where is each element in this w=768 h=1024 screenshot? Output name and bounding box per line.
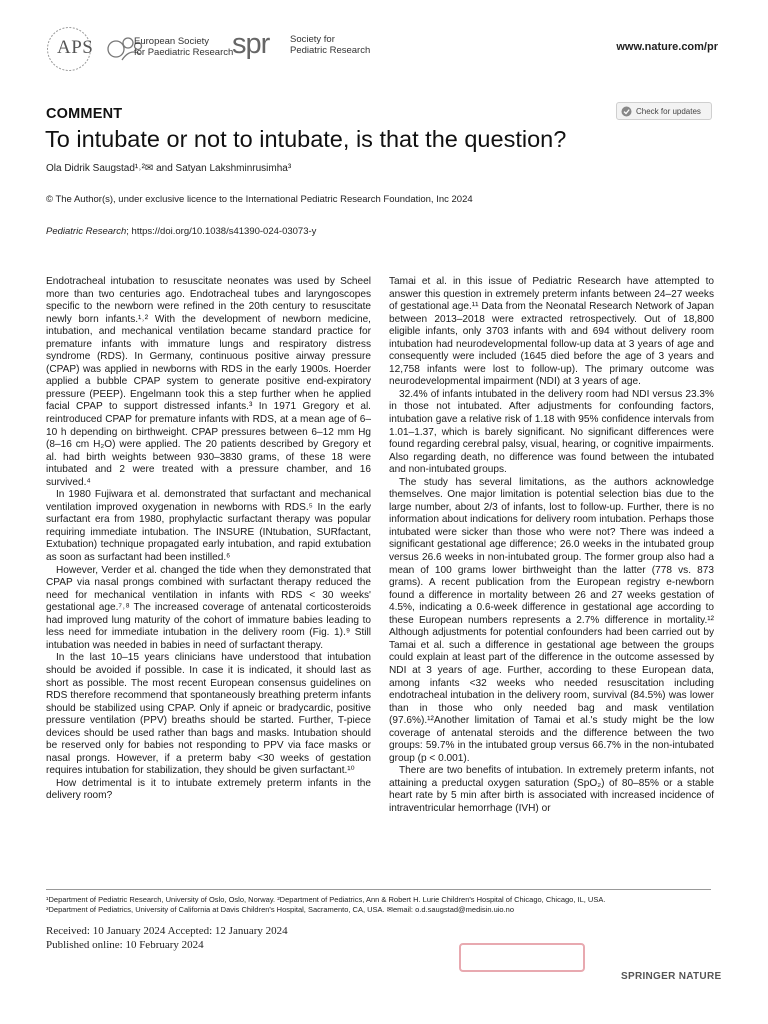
affiliation-line: ¹Department of Pediatric Research, University of Oslo, Oslo, Norway. ²Department of Pediatrics, Ann & Robert H. Lurie Children's Hospital of Chicago, Chicago, IL, USA.: [46, 895, 606, 904]
affiliations: [46, 895, 716, 915]
footer-divider: [46, 889, 711, 890]
body-paragraph: Tamai et al. in this issue of Pediatric Research have attempted to answer this question in extremely preterm infants between 24–27 weeks of gestational age.¹¹ Data from the Neonatal Research Network of Japan between 2013–2018 were extracted retrospectively. Out of 18,800 eligible infants, only 3703 infants with and 694 without delivery room intubation had neurodevelopmental follow-up data at 3 years of age and consequently were included (1645 died before the age of 3 years and 12,758 infants were lost to follow-up). The primary outcome was neurodevelopmental impairment (NDI) at 3 years of age.: [389, 276, 714, 388]
publisher-logo: SPRINGER NATURE: [621, 971, 722, 982]
article-title: To intubate or not to intubate, is that the question?: [45, 126, 567, 152]
body-paragraph: In 1980 Fujiwara et al. demonstrated that surfactant and mechanical ventilation improved oxygenation in newborns with RDS.⁵ In the early surfactant era from 1980, prophylactic surfactant therapy was popular requiring immediate intubation. The INSURE (INtubation, SURfactant, Extubation) technique propagated early intubation, and rapid extubation as soon as surfactant had been instilled.⁶: [46, 489, 371, 564]
espr-name: European Society for Paediatric Research: [134, 36, 234, 58]
body-paragraph: In the last 10–15 years clinicians have understood that intubation should be avoided if possible. In case it is indicated, it should last as short as possible. The most recent European consensus guidelines on RDS therefore recommend that spontaneously breathing preterm infants should be stabilized using CPAP. Only if apneic or bradycardic, positive pressure ventilation (PPV) breaths should be started. Further, T-piece devices should be used rather than bags and masks. Intubation should be reserved only for babies not responding to PPV via face masks or nasal prongs. However, if a preterm baby <30 weeks of gestation requires intubation for stabilization, they should be given surfactant.¹⁰: [46, 652, 371, 777]
outlined-box: [459, 943, 585, 972]
aps-logo: APS: [57, 37, 94, 58]
spr-logo: spr: [232, 28, 270, 60]
body-paragraph: How detrimental is it to intubate extremely preterm infants in the delivery room?: [46, 777, 371, 802]
spr-name: Society for Pediatric Research: [290, 34, 371, 56]
society-logos: [46, 26, 446, 72]
journal-url-link[interactable]: www.nature.com/pr: [616, 41, 718, 53]
body-paragraph: However, Verder et al. changed the tide when they demonstrated that CPAP via nasal prongs combined with surfactant therapy reduced the need for mechanical ventilation in infants with RDS < 30 weeks' gestational age.⁷˒⁸ The increased coverage of antenatal corticosteroids had improved lung maturity of the cohort of immature babies leading to less need for immediate intubation in the delivery room (Fig. 1).⁹ Still intubation was needed in babies in need of surfactant therapy.: [46, 564, 371, 651]
body-paragraph: There are two benefits of intubation. In extremely preterm infants, not attaining a preductal oxygen saturation (SpO₂) of 80–85% or a stable heart rate by 5 min after birth is associated with increased incidence of intraventricular hemorrhage (IVH) or: [389, 765, 714, 814]
section-label: COMMENT: [46, 106, 123, 122]
article-dates: [46, 924, 288, 952]
doi-link[interactable]: ; https://doi.org/10.1038/s41390-024-03073-y: [126, 226, 317, 237]
body-column-right: [389, 276, 714, 816]
affiliation-line: ³Department of Pediatrics, University of California at Davis Children's Hospital, Sacramento, CA, USA. ✉email: o.d.saugstad@medisin.uio.no: [46, 905, 515, 914]
received-accepted-dates: Received: 10 January 2024 Accepted: 12 January 2024: [46, 925, 288, 937]
check-for-updates-button[interactable]: [616, 102, 712, 120]
copyright-notice: © The Author(s), under exclusive licence to the International Pediatric Research Foundation, Inc 2024: [46, 194, 473, 205]
body-paragraph: The study has several limitations, as the authors acknowledge themselves. One major limitation is potential selection bias due to the large number, about 2/3 of infants, lost to follow-up. Further, there is no information about indications for delivery room intubation. Perhaps those intubated were sicker than those who were not? There was indeed a significant gestational age difference; 26.0 weeks in the intubated group versus 26.6 weeks in non-intubated group. The former group also had a mean of 100 grams lower birthweight than the latter (778 vs. 873 grams). A recent publication from the European registry e-newborn found a difference in mortality between 26 and 27 weeks gestation of 4.5%, indicating a 0.6-week difference in gestational age according to these European numbers represents a 2.7% difference in mortality.¹² Although adjustments for potential confounders had been carried out by Tamai et al. such a difference in gestational age between the groups could explain at least part of the difference in the outcome assessed by NDI at 3 years of age. Further, according to these European data, among infants <32 weeks who needed resuscitation including endotracheal intubation in the delivery room, survival (84.5%) was lower than in those who only needed bag and mask ventilation (97.6%).¹²Another limitation of Tamai et al.'s study might be the low coverage of antenatal steroids and the difference between the two groups: 59.7% in the intubated group versus 66.7% in the non-intubated group (p < 0.001).: [389, 476, 714, 764]
article-citation: [46, 226, 316, 237]
author-list[interactable]: Ola Didrik Saugstad¹˒²✉ and Satyan Lakshminrusimha³: [46, 163, 292, 174]
journal-name: Pediatric Research: [46, 226, 127, 237]
check-for-updates-label: Check for updates: [636, 106, 701, 116]
refresh-badge-icon: [621, 106, 632, 117]
body-paragraph: 32.4% of infants intubated in the delivery room had NDI versus 23.3% in those not intubated. After adjustments for confounding factors, intubation gave a relative risk of 1.18 with 95% confidence intervals from 1.01–1.37, which is barely significant. No significant differences were found regarding cerebral palsy, visual, hearing, or cognitive impairments. Also regarding death, no difference was found between the intubated and non-intubated groups.: [389, 388, 714, 476]
published-date: Published online: 10 February 2024: [46, 939, 204, 951]
body-paragraph: Endotracheal intubation to resuscitate neonates was used by Scheel more than two centuries ago. Endotracheal tubes and laryngoscopes specific to the newborn were refined in the 20th century to resuscitate newly born infants.¹˒² With the development of newborn medicine, intubation, and mechanical ventilation became standard practice for premature infants with immature lungs and respiratory distress syndrome (RDS). In Germany, continuous positive airway pressure (CPAP) was applied in newborns with RDS in the early 1900s. Hoerder applied a bubble CPAP system to generate positive end-expiratory pressure (PEEP). Engelmann took this a step further when he applied facial CPAP to support distressed infants.³ In 1971 Gregory et al. reintroduced CPAP for premature infants with RDS, at a mean age of 6–10 h depending on birthweight. CPAP pressures between 6–12 mm Hg (8–16 cm H₂O) were applied. The 20 patients described by Gregory et al. had birth weights between 930–3830 grams, of these 18 were intubated and 2 were treated with a pressure chamber, and 16 survived.⁴: [46, 276, 371, 488]
body-column-left: [46, 276, 371, 803]
